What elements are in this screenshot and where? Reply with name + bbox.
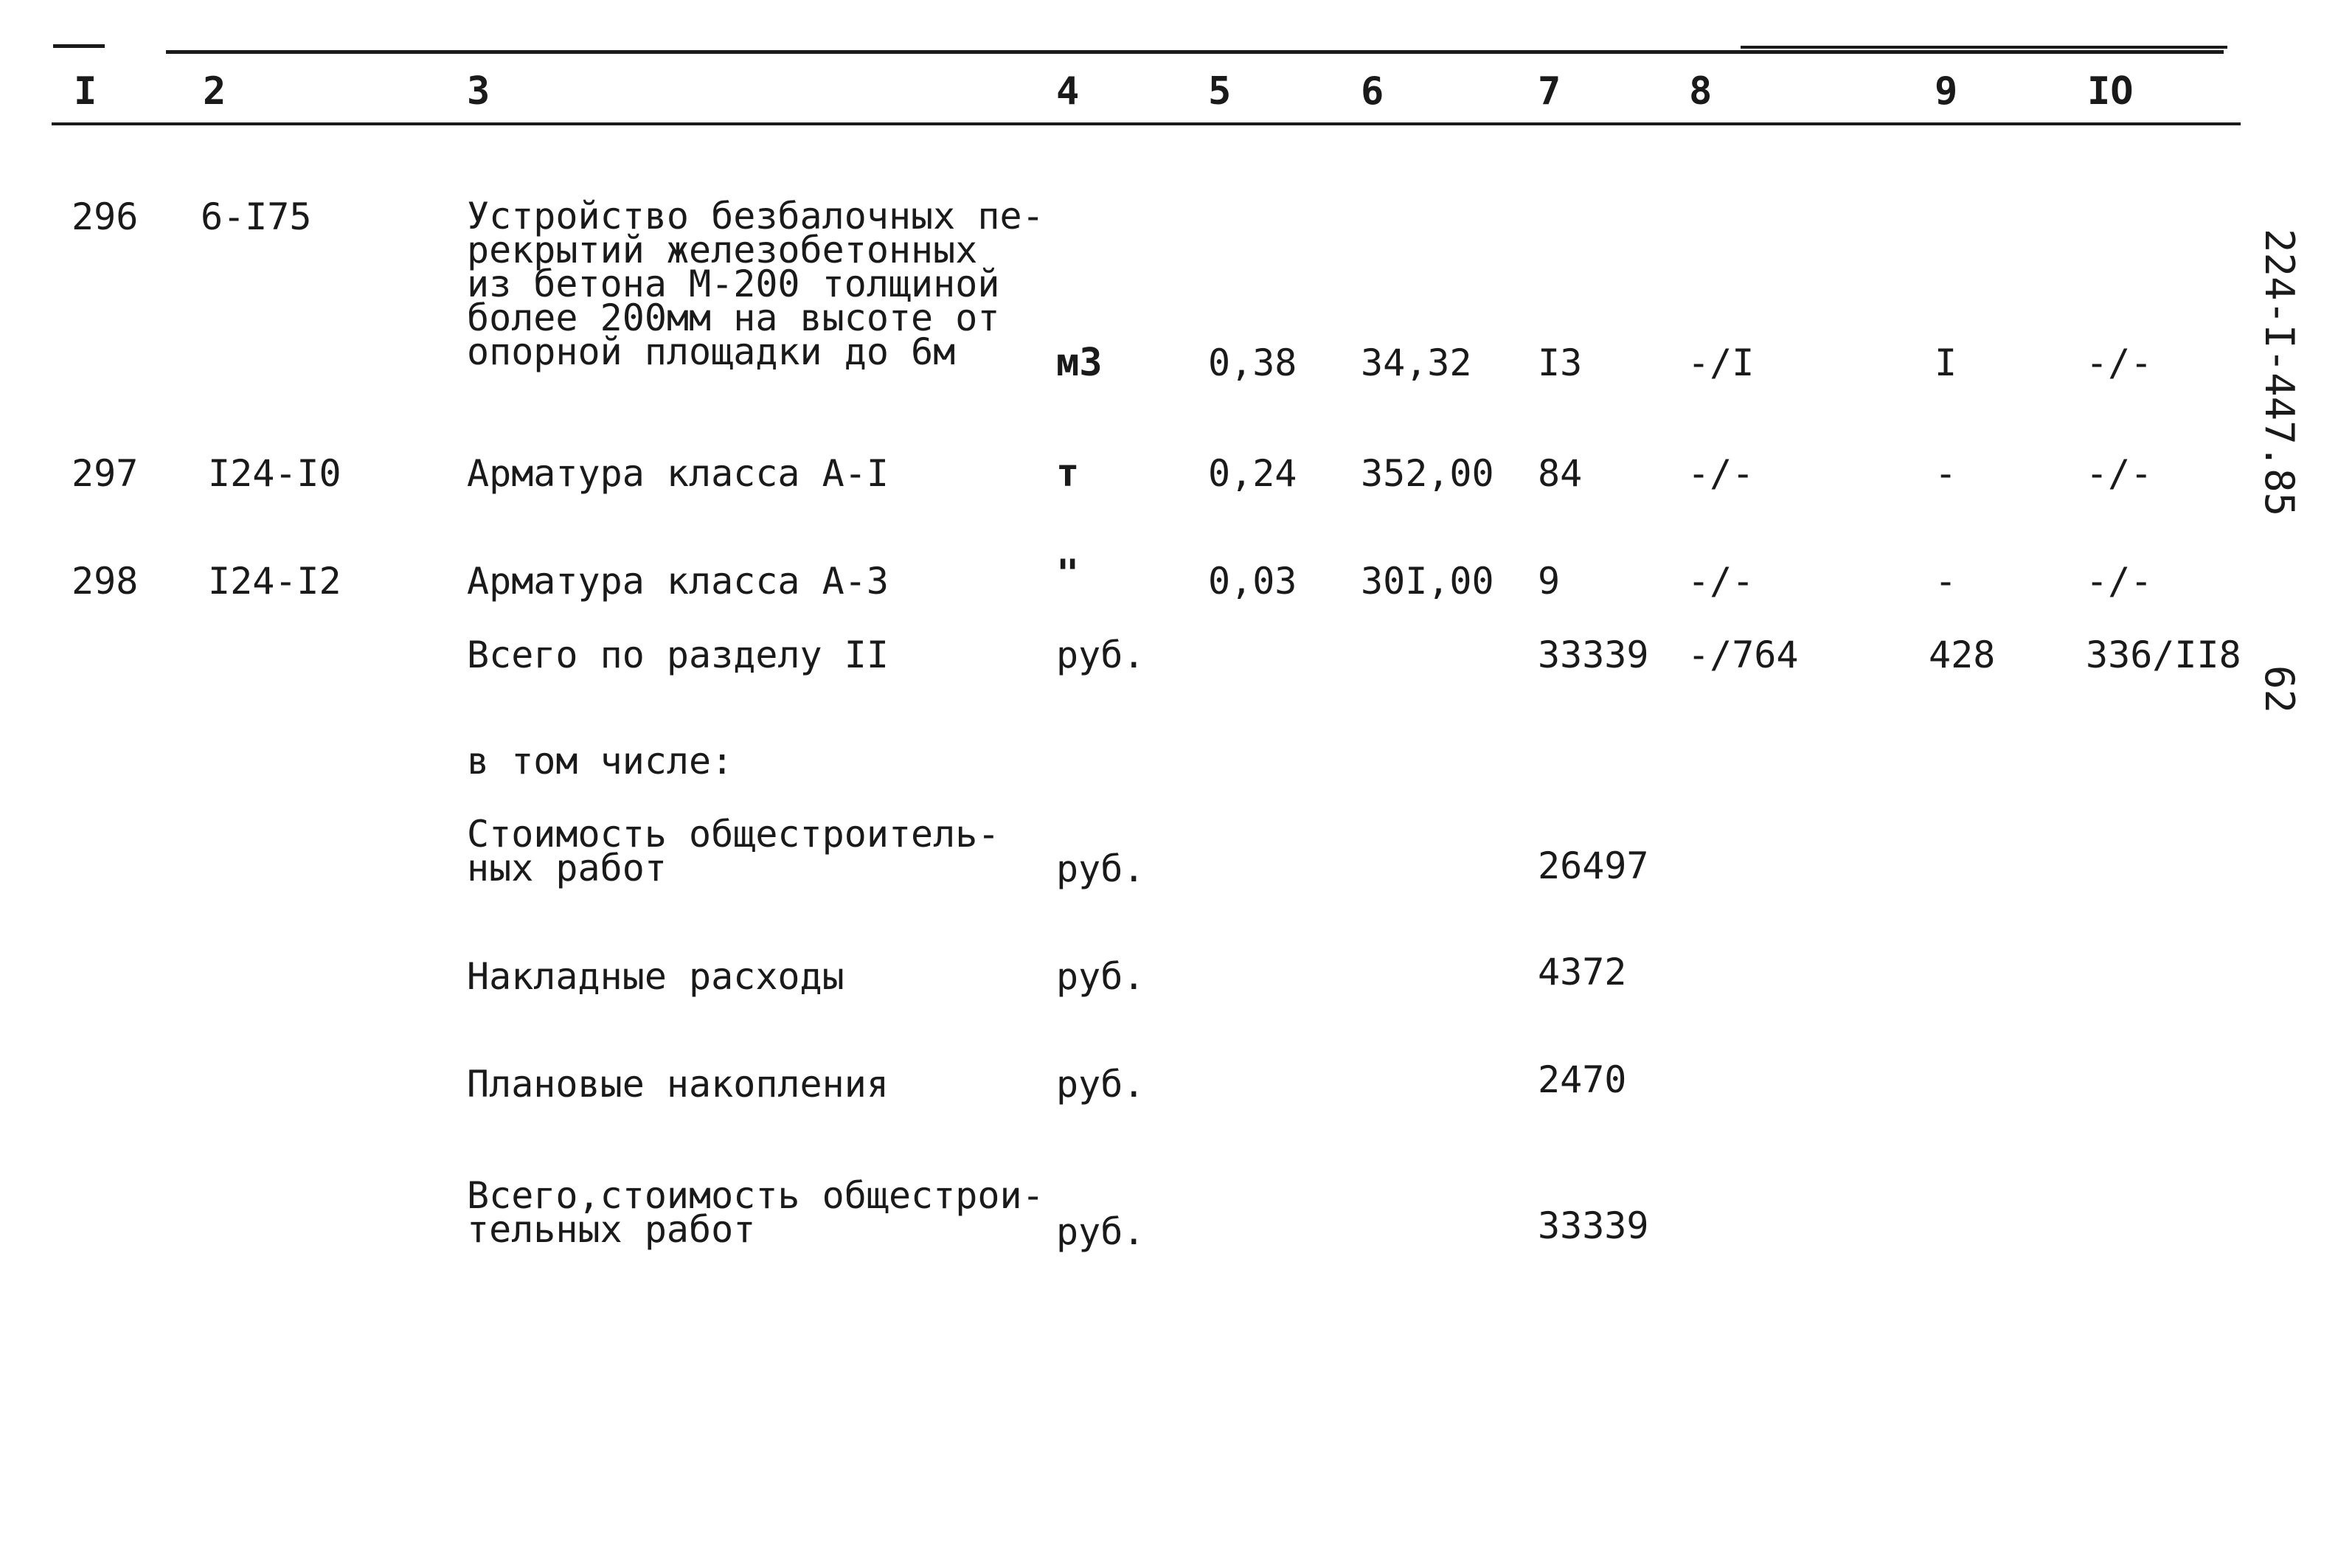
col-header-3: 3 [467, 69, 490, 114]
breakdown-total-unit: руб. [1056, 1210, 1145, 1253]
row-296-col8: -/I [1687, 341, 1755, 384]
breakdown-total-label: Всего,стоимость общестрои- тельных работ [467, 1174, 1044, 1251]
col-header-1: I [74, 69, 97, 114]
breakdown-general-works-value: 26497 [1538, 844, 1649, 887]
row-297-code: I24-I0 [208, 452, 341, 495]
section-total-col10: 336/II8 [2086, 634, 2241, 676]
col-header-5: 5 [1208, 69, 1232, 114]
section-total-col8: -/764 [1687, 634, 1799, 676]
row-296-code: 6-I75 [201, 195, 312, 238]
breakdown-planned-savings-unit: руб. [1056, 1063, 1145, 1106]
col-header-8: 8 [1689, 69, 1713, 114]
row-298-col8: -/- [1687, 560, 1755, 603]
row-297-qty: 0,24 [1208, 452, 1297, 495]
row-297-col8: -/- [1687, 452, 1755, 495]
breakdown-planned-savings-value: 2470 [1538, 1058, 1627, 1101]
row-297-col10: -/- [2086, 452, 2153, 495]
breakdown-general-works-unit: руб. [1056, 847, 1145, 890]
col-header-10: IO [2087, 69, 2134, 114]
row-297-total: 84 [1538, 452, 1583, 495]
row-298-qty: 0,03 [1208, 560, 1297, 603]
section-total-unit: руб. [1056, 634, 1145, 676]
row-297-col9: - [1935, 452, 1957, 495]
page-number-vertical: 62 [2256, 665, 2303, 714]
header-top-rule-short [53, 44, 105, 48]
row-298-name: Арматура класса А-3 [467, 560, 889, 603]
breakdown-general-works-label: Стоимость общестроитель- ных работ [467, 813, 1000, 889]
document-code-vertical: 224-I-447.85 [2256, 229, 2303, 517]
row-298-price: 30I,00 [1361, 560, 1494, 603]
row-297-unit: т [1056, 451, 1080, 496]
header-top-rule-right [1741, 46, 2227, 49]
row-298-col10: -/- [2086, 560, 2153, 603]
breakdown-total-value: 33339 [1538, 1204, 1649, 1247]
section-total-value: 33339 [1538, 634, 1649, 676]
row-296-name: Устройство безбалочных пе- рекрытий железобетонных из бетона М-200 толщиной более 200мм на высоте от опорной площадки до 6м [467, 195, 1044, 373]
row-296-qty: 0,38 [1208, 341, 1297, 384]
including-label: в том числе: [467, 740, 734, 783]
breakdown-overhead-value: 4372 [1538, 951, 1627, 993]
row-296-col9: I [1935, 341, 1957, 384]
breakdown-overhead-label: Накладные расходы [467, 955, 844, 998]
row-298-unit: " [1056, 552, 1080, 596]
col-header-7: 7 [1538, 69, 1561, 114]
col-header-2: 2 [203, 69, 226, 114]
col-header-9: 9 [1935, 69, 1958, 114]
row-296-price: 34,32 [1361, 341, 1472, 384]
row-297-number: 297 [72, 452, 139, 495]
row-298-col9: - [1935, 560, 1957, 603]
col-header-4: 4 [1056, 69, 1080, 114]
section-total-label: Всего по разделу II [467, 634, 889, 676]
header-bottom-rule [52, 122, 2241, 125]
row-296-number: 296 [72, 195, 139, 238]
row-298-total: 9 [1538, 560, 1561, 603]
col-header-6: 6 [1361, 69, 1384, 114]
header-top-rule [166, 50, 2224, 54]
breakdown-planned-savings-label: Плановые накопления [467, 1063, 889, 1106]
breakdown-overhead-unit: руб. [1056, 955, 1145, 998]
row-298-number: 298 [72, 560, 139, 603]
row-296-unit: м3 [1056, 341, 1103, 385]
row-298-code: I24-I2 [208, 560, 341, 603]
row-297-price: 352,00 [1361, 452, 1494, 495]
row-296-total: I3 [1538, 341, 1583, 384]
row-297-name: Арматура класса А-I [467, 452, 889, 495]
row-296-col10: -/- [2086, 341, 2153, 384]
section-total-col9: 428 [1929, 634, 1996, 676]
